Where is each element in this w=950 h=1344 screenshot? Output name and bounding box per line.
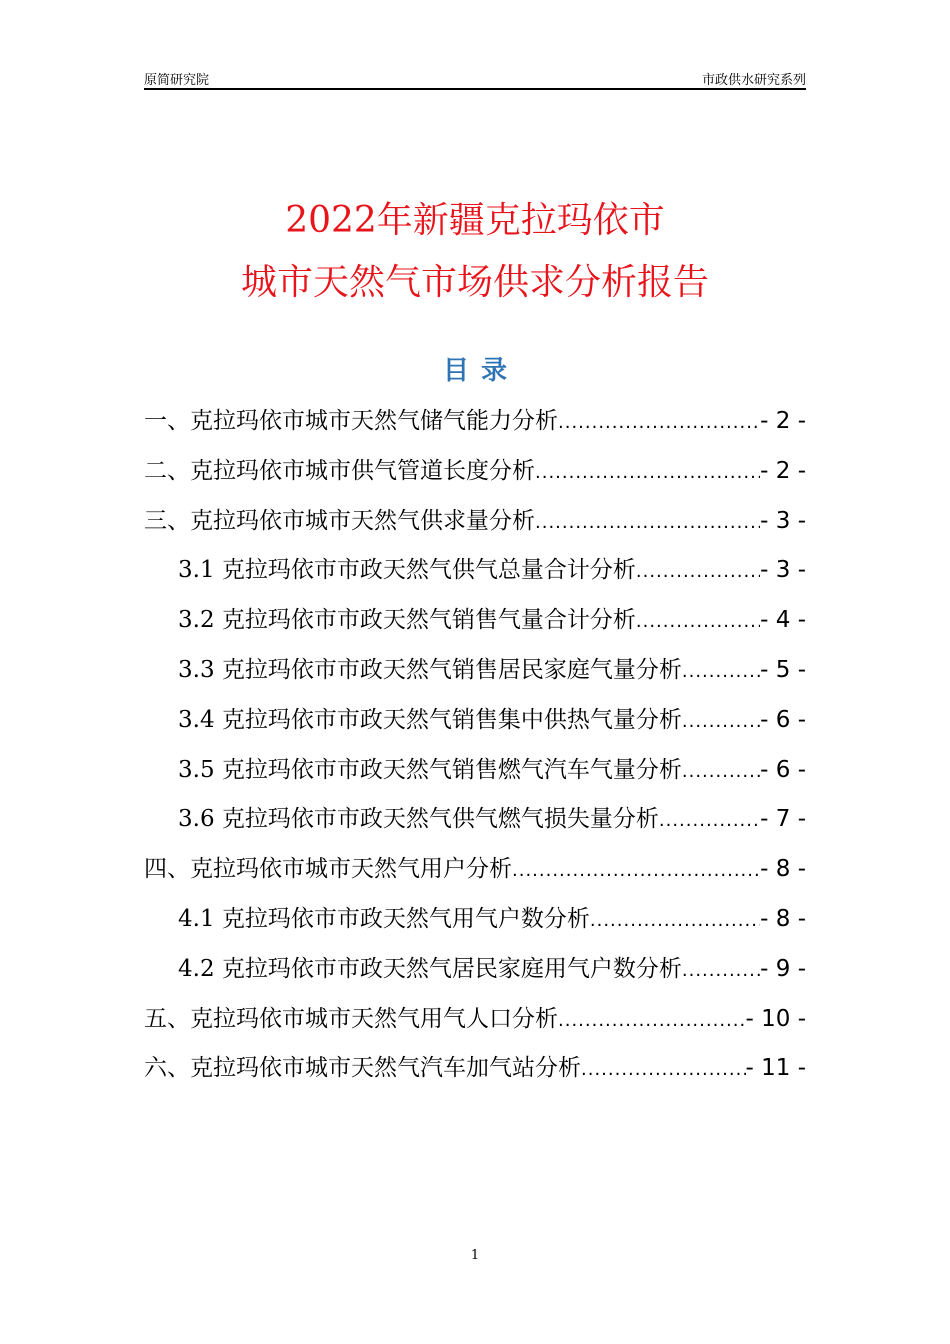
toc-leader-dots <box>682 761 760 782</box>
document-title-line2: 城市天然气市场供求分析报告 <box>240 262 709 303</box>
toc-leader-dots <box>512 860 760 881</box>
toc-entry[interactable] <box>144 751 806 801</box>
toc-entry[interactable] <box>144 651 806 701</box>
toc-leader-dots <box>581 1059 746 1080</box>
toc-heading: 目录 <box>442 356 519 386</box>
toc-entry[interactable] <box>144 452 806 502</box>
toc-entry[interactable] <box>144 601 806 651</box>
toc-entry-page: - 10 - <box>745 1005 806 1032</box>
toc-entry-page: - 2 - <box>760 408 806 434</box>
toc-entry-page: - 9 - <box>760 955 806 982</box>
toc-entry-page: - 8 - <box>760 905 806 932</box>
toc-entry[interactable] <box>144 402 806 452</box>
toc-entry-text: 三、克拉玛依市城市天然气供求量分析 <box>144 507 535 534</box>
toc-entry-page: - 3 - <box>760 507 806 534</box>
toc-entry-text: 五、克拉玛依市城市天然气用气人口分析 <box>144 1005 558 1032</box>
toc-leader-dots <box>682 711 760 732</box>
toc-entry-text: 4.2 克拉玛依市市政天然气居民家庭用气户数分析 <box>178 955 682 982</box>
toc-entry-text: 四、克拉玛依市城市天然气用户分析 <box>144 856 512 883</box>
toc-entry-page: - 4 - <box>760 607 806 634</box>
toc-entry[interactable] <box>144 900 806 950</box>
toc-entry[interactable] <box>144 800 806 850</box>
toc-entry-page: - 6 - <box>760 756 806 783</box>
toc-entry-text: 4.1 克拉玛依市市政天然气用气户数分析 <box>178 905 590 932</box>
header-right: 市政供水研究系列 <box>701 73 806 88</box>
toc-leader-dots <box>682 661 760 682</box>
toc-leader-dots <box>636 561 760 582</box>
toc-entry-page: - 8 - <box>760 856 806 883</box>
toc-entry-text: 一、克拉玛依市城市天然气储气能力分析 <box>144 408 558 434</box>
toc-leader-dots <box>590 910 760 931</box>
toc-entry-text: 3.1 克拉玛依市市政天然气供气总量合计分析 <box>178 557 636 584</box>
toc-leader-dots <box>659 810 760 831</box>
toc-entry-text: 3.2 克拉玛依市市政天然气销售气量合计分析 <box>178 607 636 634</box>
toc-entry-page: - 7 - <box>760 806 806 833</box>
toc-entry-page: - 5 - <box>760 656 806 683</box>
toc-entry-text: 3.4 克拉玛依市市政天然气销售集中供热气量分析 <box>178 706 682 733</box>
toc-entry-text: 二、克拉玛依市城市供气管道长度分析 <box>144 457 535 484</box>
header-left: 原简研究院 <box>144 73 210 88</box>
toc-entry[interactable] <box>144 502 806 552</box>
toc-entry[interactable] <box>144 1049 806 1099</box>
toc-leader-dots <box>535 462 760 483</box>
toc-entry-page: - 11 - <box>745 1055 806 1082</box>
toc-entry-text: 3.3 克拉玛依市市政天然气销售居民家庭气量分析 <box>178 656 682 683</box>
table-of-contents <box>144 402 806 1099</box>
toc-entry[interactable] <box>144 701 806 751</box>
toc-entry-text: 六、克拉玛依市城市天然气汽车加气站分析 <box>144 1055 581 1082</box>
toc-leader-dots <box>558 412 760 433</box>
page-header <box>144 68 806 90</box>
toc-entry[interactable] <box>144 950 806 1000</box>
page-number: 1 <box>470 1248 480 1263</box>
toc-entry-text: 3.5 克拉玛依市市政天然气销售燃气汽车气量分析 <box>178 756 682 783</box>
toc-entry-page: - 3 - <box>760 557 806 584</box>
toc-entry-page: - 2 - <box>760 457 806 484</box>
toc-entry[interactable] <box>144 551 806 601</box>
toc-entry[interactable] <box>144 1000 806 1050</box>
toc-entry[interactable] <box>144 850 806 900</box>
toc-entry-text: 3.6 克拉玛依市市政天然气供气燃气损失量分析 <box>178 806 659 833</box>
toc-leader-dots <box>636 611 760 632</box>
toc-entry-page: - 6 - <box>760 706 806 733</box>
toc-leader-dots <box>535 512 760 533</box>
document-title-line1: 2022年新疆克拉玛依市 <box>285 200 665 241</box>
toc-leader-dots <box>558 1010 746 1031</box>
toc-leader-dots <box>682 960 760 981</box>
